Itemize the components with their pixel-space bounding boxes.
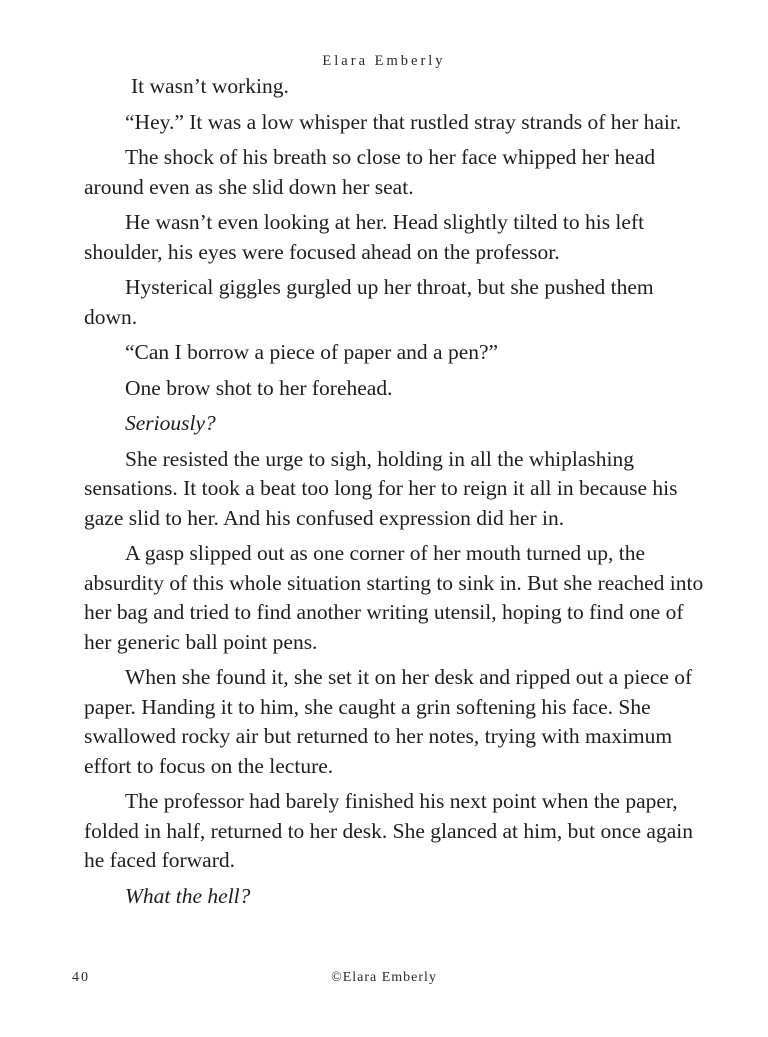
paragraph: When she found it, she set it on her desk and ripped out a piece of paper. Handing it to him, she caught a grin softening his face. She swallowed rocky air but returned to her notes, trying with maximum effort to focus on the lecture.: [84, 665, 693, 778]
paragraph: “Can I borrow a piece of paper and a pen?”: [125, 340, 499, 364]
paragraph: The shock of his breath so close to her face whipped her head around even as she slid down her seat.: [84, 145, 656, 199]
italic-thought-paragraph: Seriously?: [125, 411, 216, 435]
paragraph: She resisted the urge to sigh, holding in all the whiplashing sensations. It took a beat too long for her to reign it all in because his gaze slid to her. And his confused expression did her in.: [84, 446, 678, 530]
paragraph: Hysterical giggles gurgled up her throat, but she pushed them down.: [84, 275, 654, 329]
paragraph: The professor had barely finished his next point when the paper, folded in half, returned to her desk. She glanced at him, but once again he faced forward.: [84, 789, 693, 872]
running-head-author: Elara Emberly: [322, 53, 446, 69]
paragraph: It wasn’t working.: [131, 74, 289, 98]
paragraph: He wasn’t even looking at her. Head slightly tilted to his left shoulder, his eyes were focused ahead on the professor.: [84, 210, 645, 264]
italic-thought-paragraph: What the hell?: [125, 883, 251, 908]
body-text: [84, 72, 704, 917]
paragraph: A gasp slipped out as one corner of her mouth turned up, the absurdity of this whole situation starting to sink in. But she reached into her bag and tried to find another writing utensil, hoping to find one of her generic ball point pens.: [84, 541, 704, 654]
copyright-footer: ©Elara Emberly: [331, 970, 437, 985]
page-number: 40: [72, 970, 90, 985]
paragraph: One brow shot to her forehead.: [125, 375, 393, 400]
paragraph: “Hey.” It was a low whisper that rustled stray strands of her hair.: [125, 109, 682, 134]
